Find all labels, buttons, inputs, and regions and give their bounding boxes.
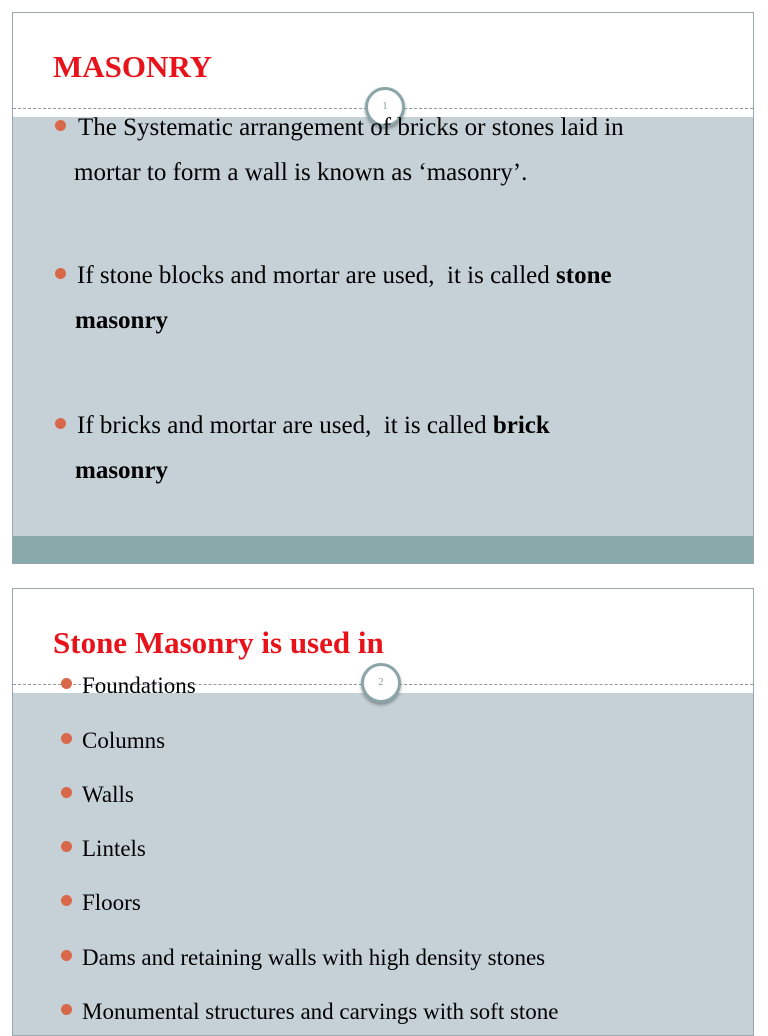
bullet-text: Floors xyxy=(82,890,141,915)
bullet-dot-icon xyxy=(61,841,72,852)
bullet-text: Dams and retaining walls with high density stones xyxy=(82,945,546,970)
bullet-line: mortar to form a wall is known as ‘masonry’. xyxy=(74,159,528,186)
bold-term: brick xyxy=(492,412,550,439)
slide-title: MASONRY xyxy=(53,49,213,84)
bold-term: stone xyxy=(556,262,612,289)
slide-number-badge: 1 xyxy=(365,87,405,127)
bullet-dot-icon xyxy=(55,268,66,279)
bold-term: masonry xyxy=(75,307,169,334)
slide-number-badge: 2 xyxy=(361,663,401,703)
bullet-line: If stone blocks and mortar are used, it is called xyxy=(77,262,557,289)
bullet-text xyxy=(77,403,737,493)
slide-title: Stone Masonry is used in xyxy=(53,625,384,660)
bullet-dot-icon xyxy=(61,678,72,689)
slide-1 xyxy=(12,12,754,564)
bullet-dot-icon xyxy=(61,733,72,744)
footer-band xyxy=(13,536,753,563)
bullet-text xyxy=(74,105,738,195)
bullet-line: If bricks and mortar are used, it is called xyxy=(77,412,493,439)
bullet-dot-icon xyxy=(55,418,66,429)
bullet-dot-icon xyxy=(61,950,72,961)
slide-2 xyxy=(12,588,754,1036)
bullet-dot-icon xyxy=(61,1004,72,1015)
bullet-text: Foundations xyxy=(82,673,196,698)
bullet-line: The Systematic arrangement of bricks or stones laid in xyxy=(78,114,624,141)
bullet-dot-icon xyxy=(61,895,72,906)
bullet-dot-icon xyxy=(55,120,66,131)
bullet-text: Walls xyxy=(82,782,134,807)
bullet-text xyxy=(77,253,737,343)
bold-term: masonry xyxy=(75,457,169,484)
bullet-text: Lintels xyxy=(82,836,146,861)
bullet-text: Monumental structures and carvings with soft stone xyxy=(82,999,559,1024)
bullet-dot-icon xyxy=(61,787,72,798)
bullet-text: Columns xyxy=(82,728,166,753)
